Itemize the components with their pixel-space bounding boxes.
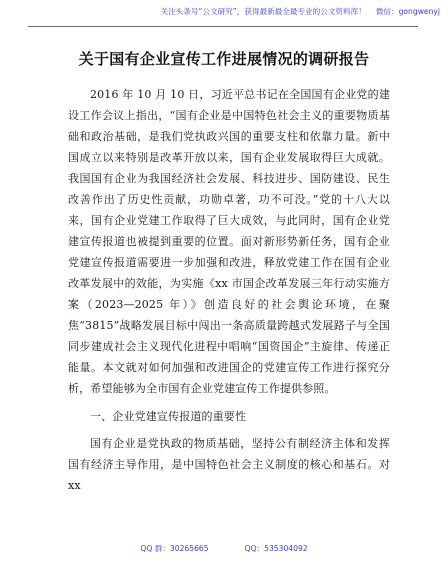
document-title: 关于国有企业宣传工作进展情况的调研报告 <box>78 50 370 68</box>
footer-qq-group: QQ 群：30265665 <box>140 544 209 553</box>
footer-qq-number: QQ：535304092 <box>244 544 308 553</box>
page-header <box>8 6 440 17</box>
header-divider <box>28 26 418 27</box>
header-notice: 关注头条号“公文研究”，获得最新最全最专业的公文资料库！ <box>160 7 366 16</box>
body-paragraph: 2016 年 10 月 10 日，习近平总书记在全国国有企业党的建设工作会议上指出，“国有企业是中国特色社会主义的重要物质基础和政治基础，是我们党执政兴国的重要支柱和依靠力量。新中国成立以来特别是改革开放以来，国有企业发展取得巨大成就。我国国有企业为我国经济社会发展、科技进步、国防建设、民生改善作出了历史性贡献，功勋卓著，功不可没。”党的十八大以来，国有企业党建工作取得了巨大成效，与此同时，国有企业党建宣传报道也被提到重要的位置。面对新形势新任务，国有企业党建宣传报道需要进一步加强和改进，释放党建工作在国有企业改革发展中的效能，为实施《xx 市国企改革发展三年行动实施方案（2023—2025 年）》创造良好的社会舆论环境，在聚焦“3815”战略发展目标中闯出一条高质量跨越式发展路子与全国同步建成社会主义现代化进程中唱响“国资国企”主旋律、传递正能量。本文就对如何加强和改进国企的党建宣传工作进行探究分析，希望能够为全市国有企业党建宣传工作提供参照。 <box>68 88 390 395</box>
section-heading: 一、企业党建宣传报道的重要性 <box>90 410 247 423</box>
page-footer <box>0 543 448 554</box>
body-paragraph: 国有企业是党执政的物质基础，坚持公有制经济主体和发挥国有经济主导作用，是中国特色社会主义制度的核心和基石。对 xx <box>68 437 390 492</box>
document-body <box>68 84 390 496</box>
header-wechat: 微信：gongwenyj <box>375 7 440 16</box>
